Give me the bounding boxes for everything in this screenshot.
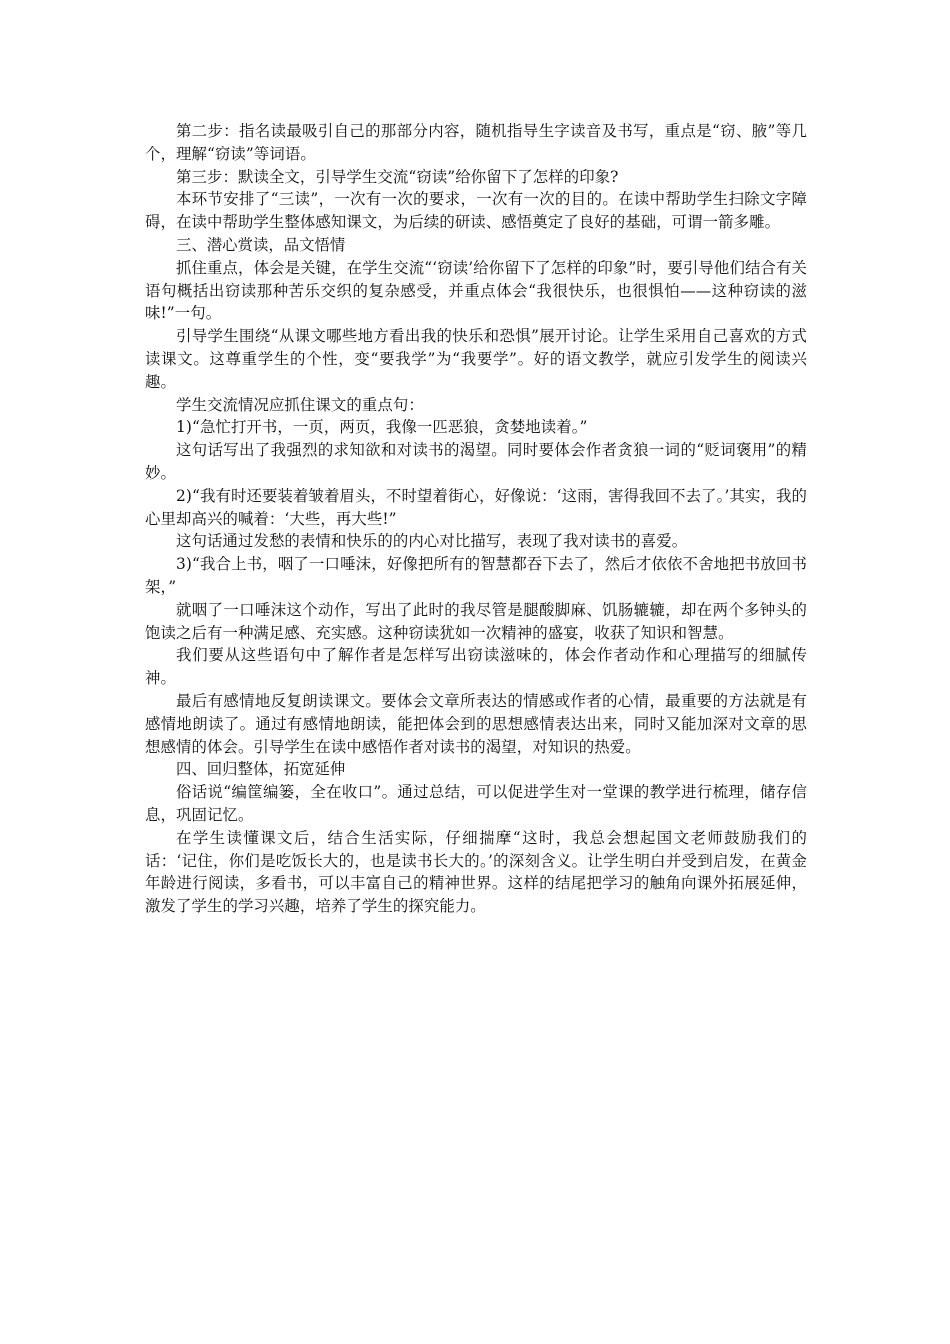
quote-three: 3)“我合上书，咽了一口唾沫，好像把所有的智慧都吞下去了，然后才依依不舍地把书放回书架，” — [145, 555, 807, 596]
paragraph-quote-three-analysis: 就咽了一口唾沫这个动作，写出了此时的我尽管是腿酸脚麻、饥肠辘辘，却在两个多钟头的饱读之后有一种满足感、充实感。这种窃读犹如一次精神的盛宴，收获了知识和智慧。 — [145, 600, 807, 642]
paragraph-extension: 在学生读懂课文后，结合生活实际，仔细揣摩“这时，我总会想起国文老师鼓励我们的话：‘记住，你们是吃饭长大的，也是读书长大的。’的深刻含义。让学生明白并受到启发，在黄金年龄进行阅读，多看书，可以丰富自己的精神世界。这样的结尾把学习的触角向课外拓展延伸，激发了学生的学习兴趣，培养了学生的探究能力。 — [145, 828, 807, 916]
paragraph-step-three: 第三步：默读全文，引导学生交流“窃读”给你留下了怎样的印象? — [176, 167, 619, 186]
paragraph-three-readings: 本环节安排了“三读”，一次有一次的要求，一次有一次的目的。在读中帮助学生扫除文字障碍，在读中帮助学生整体感知课文，为后续的研读、感悟奠定了良好的基础，可谓一箭多雕。 — [145, 190, 807, 232]
quote-one: 1)“急忙打开书，一页，两页，我像一匹恶狼，贪婪地读着。” — [176, 418, 588, 437]
paragraph-reading-aloud: 最后有感情地反复朗读课文。要体会文章所表达的情感或作者的心情，最重要的方法就是有感情地朗读了。通过有感情地朗读，能把体会到的思想感情表达出来，同时又能加深对文章的思想感情的体会。引导学生在读中感悟作者对读书的渴望，对知识的热爱。 — [145, 691, 807, 756]
document-body — [145, 120, 807, 918]
paragraph-key-points: 抓住重点，体会是关键，在学生交流“‘窃读’给你留下了怎样的印象”时，要引导他们结合有关语句概括出窃读那种苦乐交织的复杂感受，并重点体会“我很快乐，也很惧怕——这种窃读的滋味!”一句。 — [145, 258, 807, 323]
paragraph-step-two: 第二步：指名读最吸引自己的那部分内容，随机指导生字读音及书写，重点是“窃、腋”等几个，理解“窃读”等词语。 — [145, 122, 807, 163]
section-heading-four: 四、回归整体，拓宽延伸 — [176, 760, 346, 779]
paragraph-quote-one-analysis: 这句话写出了我强烈的求知欲和对读书的渴望。同时要体会作者贪狼一词的“贬词褒用”的精妙。 — [145, 441, 807, 482]
paragraph-key-sentences-intro: 学生交流情况应抓住课文的重点句： — [176, 395, 424, 414]
paragraph-understanding: 我们要从这些语句中了解作者是怎样写出窃读滋味的，体会作者动作和心理描写的细腻传神。 — [145, 646, 807, 688]
paragraph-summary: 俗话说“编筐编篓，全在收口”。通过总结，可以促进学生对一堂课的教学进行梳理，储存信息，巩固记忆。 — [145, 783, 807, 824]
paragraph-discussion: 引导学生围绕“从课文哪些地方看出我的快乐和恐惧”展开讨论。让学生采用自己喜欢的方式读课文。这尊重学生的个性，变“要我学”为“我要学”。好的语文教学，就应引发学生的阅读兴趣。 — [145, 327, 807, 391]
quote-two: 2)“我有时还要装着皱着眉头，不时望着街心，好像说：‘这雨，害得我回不去了。’其实，我的心里却高兴的喊着：‘大些，再大些!” — [145, 486, 807, 528]
section-heading-three: 三、潜心赏读，品文悟情 — [176, 235, 346, 254]
paragraph-quote-two-analysis: 这句话通过发愁的表情和快乐的的内心对比描写，表现了我对读书的喜爱。 — [176, 532, 688, 551]
